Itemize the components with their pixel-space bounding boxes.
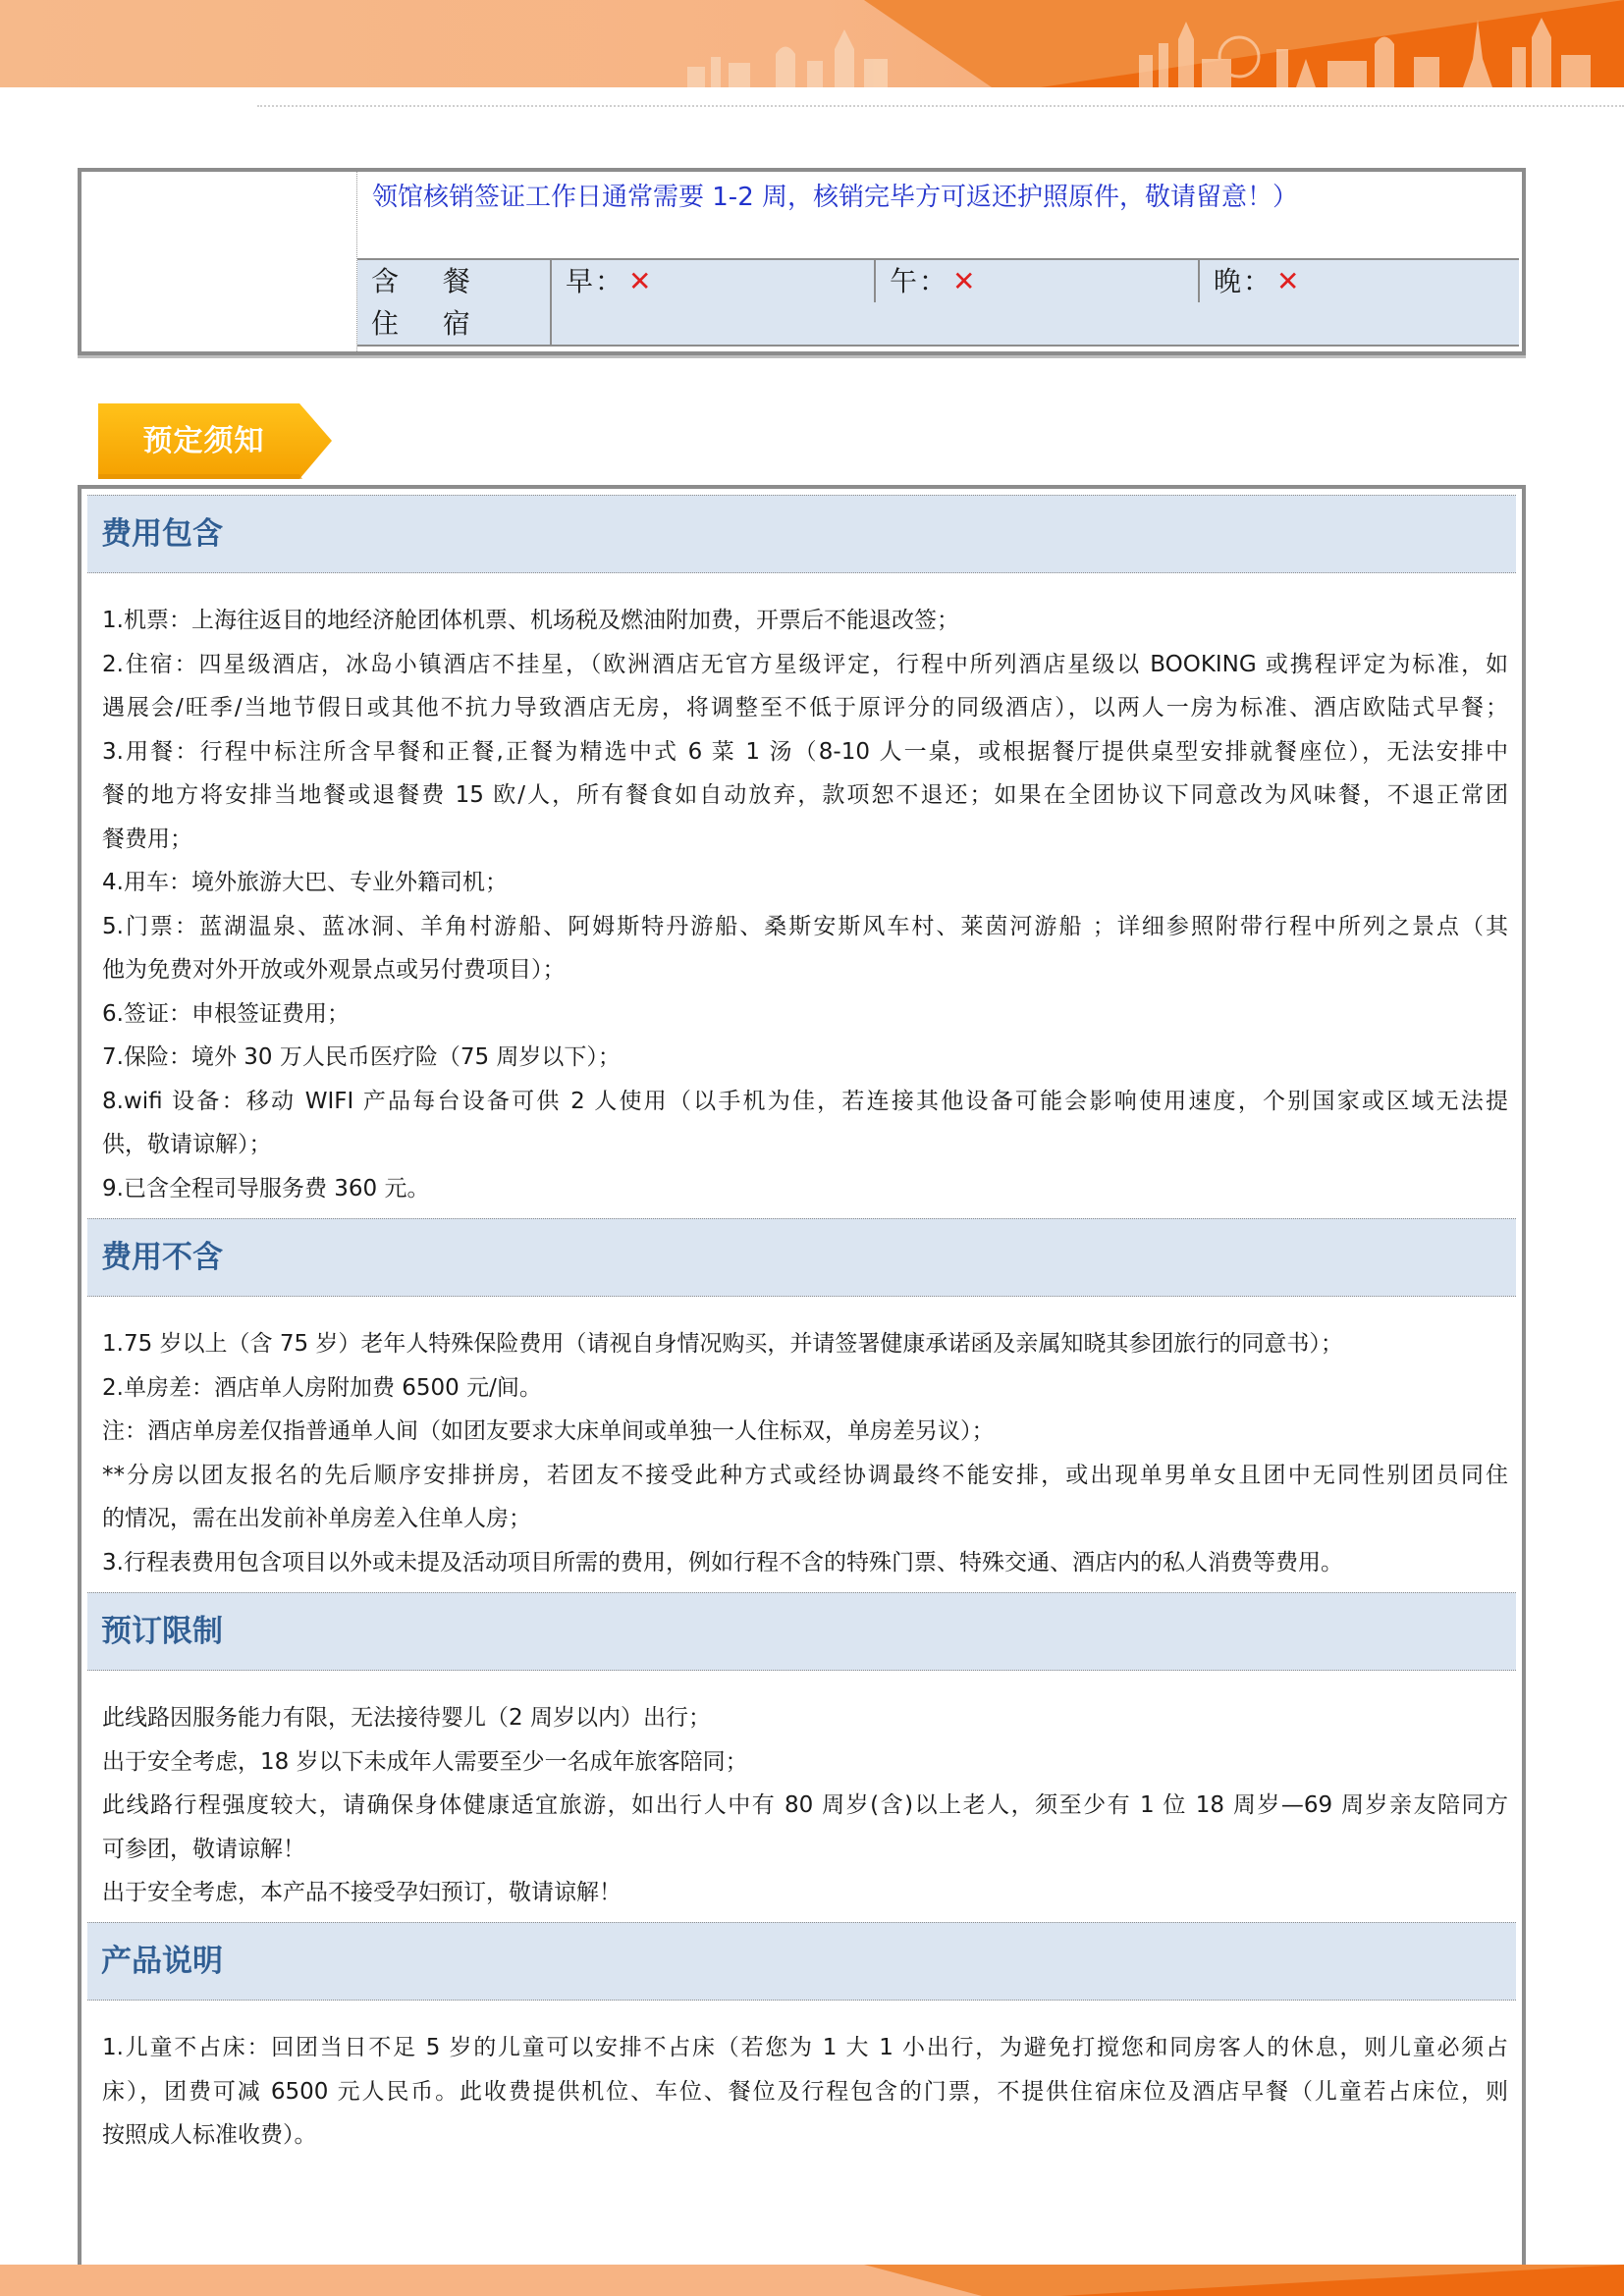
included-line: 6.签证：申根签证费用；	[102, 1000, 350, 1027]
product-line: 床），团费可减 6500 元人民币。此收费提供机位、车位、餐位及行程包含的门票，不提供住宿床位及酒店早餐（儿童若占床位，则	[102, 2078, 1508, 2105]
restriction-line: 出于安全考虑，本产品不接受孕妇预订，敬请谅解！	[102, 1880, 622, 1905]
excluded-line: **分房以团友报名的先后顺序安排拼房，若团友不接受此种方式或经协调最终不能安排，或出现单男单女且团中无同性别团员同住	[102, 1462, 1508, 1488]
header-banner	[0, 0, 1624, 87]
excluded-line: 2.单房差：酒店单人房附加费 6500 元/间。	[102, 1374, 542, 1401]
included-line: 遇展会/旺季/当地节假日或其他不抗力导致酒店无房，将调整至不低于原评分的同级酒店），以两人一房为标准、酒店欧陆式早餐；	[102, 695, 1508, 721]
dinner-cell	[1214, 260, 1301, 302]
dinner-label: 晚：	[1214, 265, 1273, 297]
excluded-line: 3.行程表费用包含项目以外或未提及活动项目所需的费用，例如行程不含的特殊门票、特殊交通、酒店内的私人消费等费用。	[102, 1549, 1343, 1575]
restriction-line: 可参团，敬请谅解！	[102, 1836, 305, 1862]
breakfast-label: 早：	[566, 265, 625, 297]
section-excluded-header	[87, 1218, 1516, 1297]
visa-return-note: 领馆核销签证工作日通常需要 1-2 周，核销完毕方可返还护照原件，敬请留意！）	[372, 183, 1298, 212]
included-line: 他为免费对外开放或外观景点或另付费项目）；	[102, 957, 566, 983]
footer-banner	[0, 2265, 1624, 2296]
header-divider	[257, 105, 1624, 107]
lodging-row	[357, 302, 1519, 347]
section-restrictions-header	[87, 1592, 1516, 1671]
excluded-line: 注：酒店单房差仅指普通单人间（如团友要求大床单间或单独一人住标双，单房差另议）；	[102, 1418, 995, 1444]
section-included-title: 费用包含	[101, 516, 223, 552]
included-line: 餐的地方将安排当地餐或退餐费 15 欧/人，所有餐食如自动放弃，款项恕不退还；如果在全团协议下同意改为风味餐，不退正常团	[102, 782, 1508, 808]
section-product-header	[87, 1922, 1516, 2001]
product-line: 1.儿童不占床：回团当日不足 5 岁的儿童可以安排不占床（若您为 1 大 1 小出行，为避免打搅您和同房客人的休息，则儿童必须占	[102, 2035, 1508, 2060]
included-line: 5.门票：蓝湖温泉、蓝冰洞、羊角村游船、阿姆斯特丹游船、桑斯安斯风车村、莱茵河游船 ；详细参照附带行程中所列之景点（其	[102, 913, 1508, 939]
dinner-excluded-icon: ✕	[1276, 265, 1302, 297]
included-line: 供，敬请谅解）；	[102, 1132, 272, 1157]
section-restrictions-title: 预订限制	[101, 1614, 223, 1649]
product-line: 按照成人标准收费）。	[102, 2122, 317, 2148]
breakfast-excluded-icon: ✕	[628, 265, 654, 297]
booking-notice-title: 预定须知	[142, 424, 265, 458]
section-included-header	[87, 495, 1516, 573]
booking-notice-tag	[98, 403, 332, 479]
included-line: 7.保险：境外 30 万人民币医疗险（75 周岁以下）；	[102, 1044, 621, 1070]
restriction-line: 此线路因服务能力有限，无法接待婴儿（2 周岁以内）出行；	[102, 1705, 711, 1731]
included-line: 1.机票：上海往返目的地经济舱团体机票、机场税及燃油附加费，开票后不能退改签；	[102, 608, 959, 633]
meals-row	[357, 258, 1519, 304]
day-column	[81, 172, 357, 351]
meals-label: 含 餐	[371, 265, 488, 297]
included-line: 8.wifi 设备：移动 WIFI 产品每台设备可供 2 人使用（以手机为佳，若连接其他设备可能会影响使用速度，个别国家或区域无法提	[102, 1088, 1508, 1114]
restriction-line: 出于安全考虑，18 岁以下未成年人需要至少一名成年旅客陪同；	[102, 1748, 748, 1775]
included-line: 4.用车：境外旅游大巴、专业外籍司机；	[102, 870, 508, 895]
restriction-line: 此线路行程强度较大，请确保身体健康适宜旅游，如出行人中有 80 周岁(含)以上老人，须至少有 1 位 18 周岁—69 周岁亲友陪同方	[102, 1792, 1508, 1818]
lodging-label: 住 宿	[371, 307, 488, 340]
included-line: 餐费用；	[102, 826, 192, 852]
section-excluded-title: 费用不含	[101, 1240, 223, 1275]
excluded-line: 1.75 岁以上（含 75 岁）老年人特殊保险费用（请视自身情况购买，并请签署健康承诺函及亲属知晓其参团旅行的同意书）；	[102, 1331, 1343, 1357]
lunch-excluded-icon: ✕	[952, 265, 978, 297]
booking-notice-box	[78, 485, 1526, 2269]
lunch-label: 午：	[890, 265, 949, 297]
section-product-title: 产品说明	[101, 1944, 223, 1979]
section-product-body	[102, 2026, 1508, 2158]
excluded-line: 的情况，需在出发前补单房差入住单人房；	[102, 1506, 531, 1531]
section-excluded-body	[102, 1322, 1508, 1584]
section-restrictions-body	[102, 1696, 1508, 1915]
lunch-cell	[890, 260, 977, 302]
breakfast-cell	[566, 260, 653, 302]
itinerary-day-box	[78, 168, 1526, 355]
included-line: 2.住宿：四星级酒店，冰岛小镇酒店不挂星，（欧洲酒店无官方星级评定，行程中所列酒店星级以 BOOKING 或携程评定为标准，如	[102, 651, 1508, 677]
included-line: 3.用餐：行程中标注所含早餐和正餐,正餐为精选中式 6 菜 1 汤（8-10 人一桌，或根据餐厅提供桌型安排就餐座位），无法安排中	[102, 738, 1508, 765]
section-included-body	[102, 599, 1508, 1210]
included-line: 9.已含全程司导服务费 360 元。	[102, 1175, 430, 1201]
